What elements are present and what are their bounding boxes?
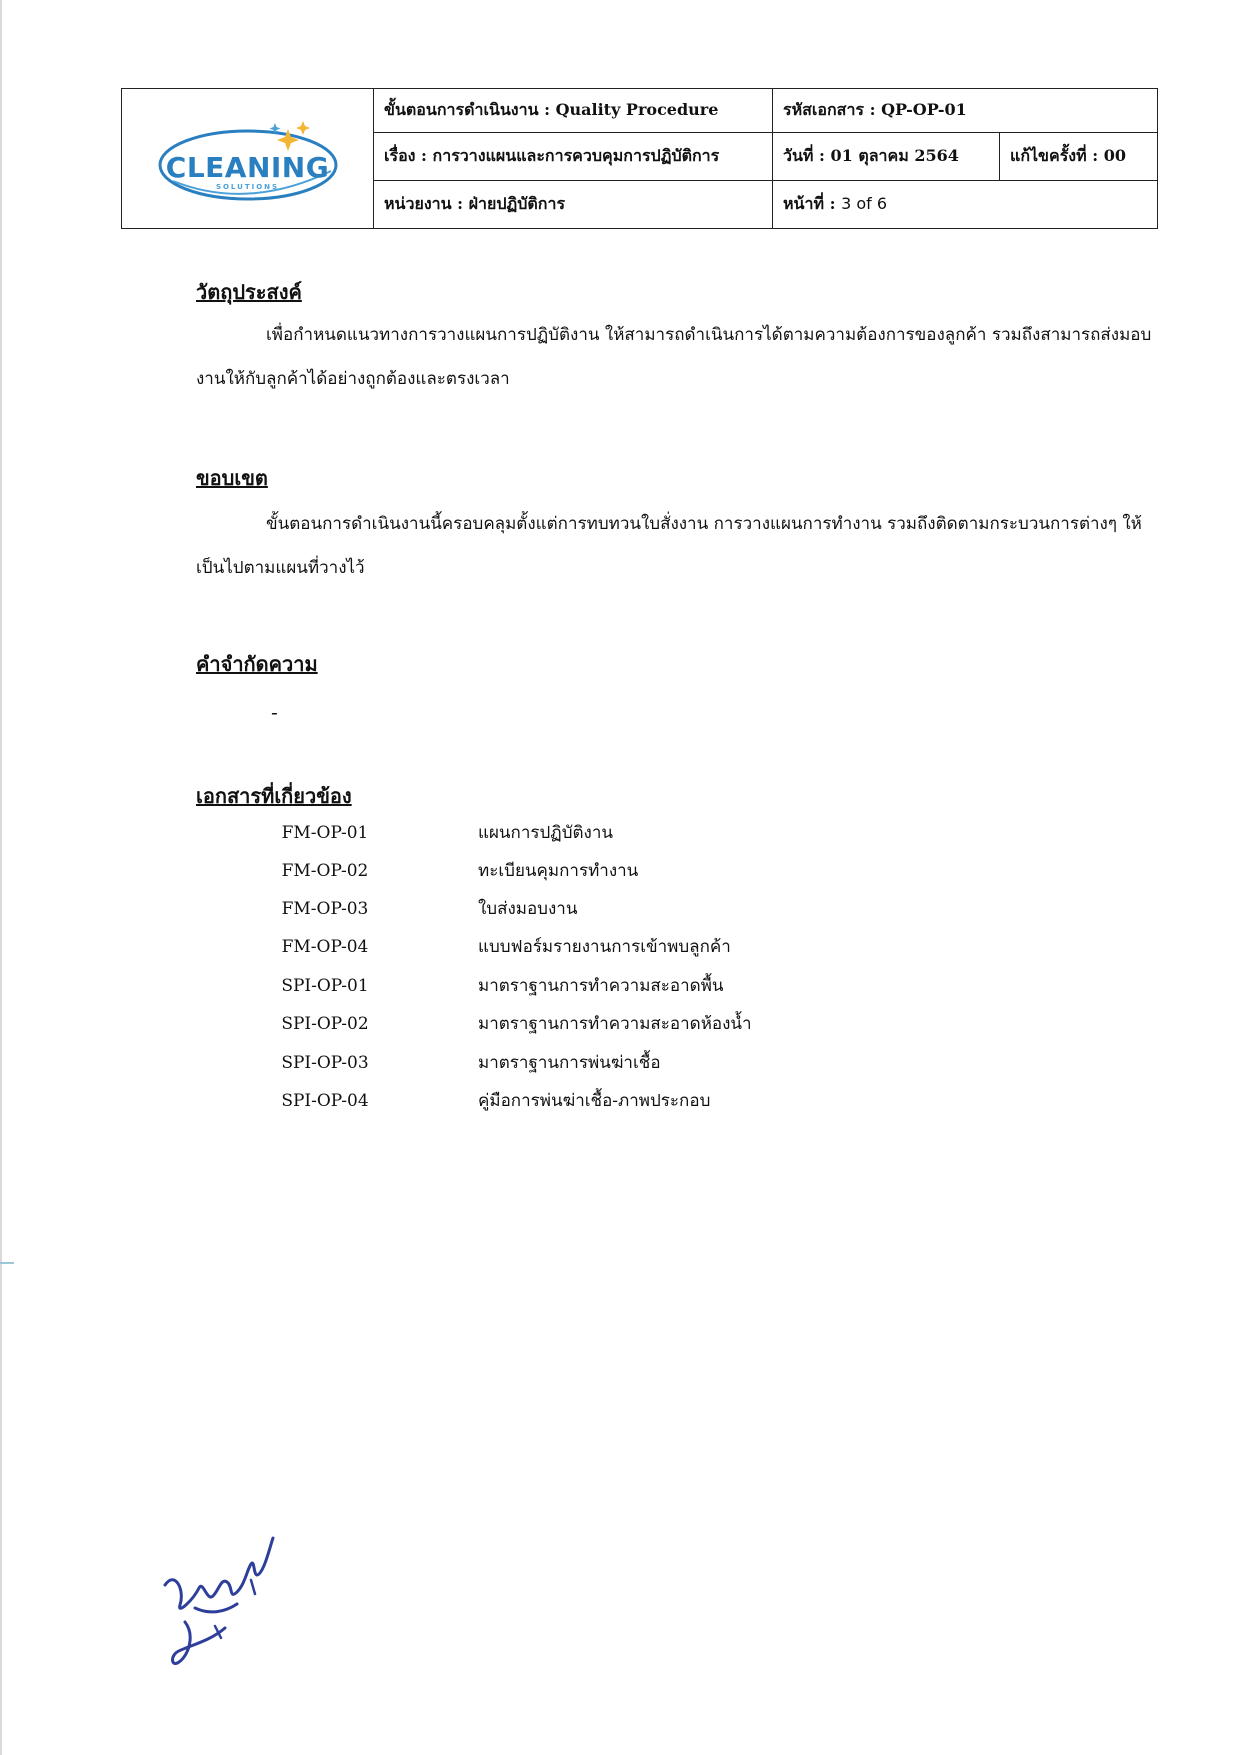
reference-code: SPI-OP-02: [281, 1014, 369, 1034]
definitions-text: -: [271, 700, 278, 724]
page-left-edge: [0, 0, 2, 1755]
subject-label: เรื่อง : การวางแผนและการควบคุมการปฏิบัติการ: [374, 133, 773, 181]
objective-text: เพื่อกำหนดแนวทางการวางแผนการปฏิบัติงาน ให้สามารถดำเนินการได้ตามความต้องการของลูกค้า รวมถึงสามารถส่งมอบงานให้กับลูกค้าได้อย่างถูกต้องและตรงเวลา: [196, 325, 1152, 389]
definitions-title: คำจำกัดความ: [196, 652, 318, 676]
reference-name: ใบส่งมอบงาน: [478, 899, 578, 919]
reference-code: SPI-OP-03: [281, 1053, 369, 1073]
reference-row: [250, 1083, 850, 1121]
reference-code: SPI-OP-01: [281, 976, 369, 996]
reference-name: มาตราฐานการทำความสะอาดพื้น: [478, 976, 724, 996]
reference-row: [250, 1006, 850, 1044]
reference-name: มาตราฐานการพ่นฆ่าเชื้อ: [478, 1053, 661, 1073]
logo-text: CLEANING: [165, 150, 330, 184]
reference-name: คู่มือการพ่นฆ่าเชื้อ-ภาพประกอบ: [478, 1091, 711, 1111]
reference-row: [250, 853, 850, 891]
handwritten-signature-icon: [155, 1530, 285, 1680]
reference-name: มาตราฐานการทำความสะอาดห้องน้ำ: [478, 1014, 752, 1034]
procedure-label: ขั้นตอนการดำเนินงาน : Quality Procedure: [374, 89, 773, 133]
date-label: วันที่ : 01 ตุลาคม 2564: [773, 133, 1000, 181]
reference-row: [250, 891, 850, 929]
objective-title: วัตถุประสงค์: [196, 280, 302, 304]
reference-row: [250, 1045, 850, 1083]
references-title: เอกสารที่เกี่ยวข้อง: [196, 784, 352, 808]
revision-label: แก้ไขครั้งที่ : 00: [1000, 133, 1158, 181]
reference-name: แผนการปฏิบัติงาน: [478, 823, 614, 843]
reference-code: FM-OP-03: [281, 899, 369, 919]
logo-cell: [122, 89, 374, 229]
scope-text: ขั้นตอนการดำเนินงานนี้ครอบคลุมตั้งแต่การทบทวนใบสั่งงาน การวางแผนการทำงาน รวมถึงติดตามกระบวนการต่างๆ ให้เป็นไปตามแผนที่วางไว้: [196, 514, 1142, 578]
document-header-table: [121, 88, 1158, 229]
objective-paragraph: [196, 313, 1161, 401]
company-logo: [153, 111, 343, 207]
edge-mark: [0, 1262, 14, 1264]
page-value: 3 of 6: [841, 194, 888, 213]
page-number-cell: [773, 181, 1158, 229]
reference-code: FM-OP-02: [281, 861, 369, 881]
scope-title: ขอบเขต: [196, 466, 268, 490]
department-label: หน่วยงาน : ฝ่ายปฏิบัติการ: [374, 181, 773, 229]
reference-code: FM-OP-04: [281, 937, 369, 957]
reference-code: FM-OP-01: [281, 823, 369, 843]
reference-name: แบบฟอร์มรายงานการเข้าพบลูกค้า: [478, 937, 731, 957]
reference-code: SPI-OP-04: [281, 1091, 369, 1111]
logo-subtext: SOLUTIONS: [215, 182, 280, 191]
reference-row: [250, 929, 850, 967]
reference-name: ทะเบียนคุมการทำงาน: [478, 861, 639, 881]
doc-code-label: รหัสเอกสาร : QP-OP-01: [773, 89, 1158, 133]
reference-row: [250, 815, 850, 853]
page-label: หน้าที่ :: [783, 194, 836, 213]
scope-paragraph: [196, 502, 1161, 590]
reference-row: [250, 968, 850, 1006]
